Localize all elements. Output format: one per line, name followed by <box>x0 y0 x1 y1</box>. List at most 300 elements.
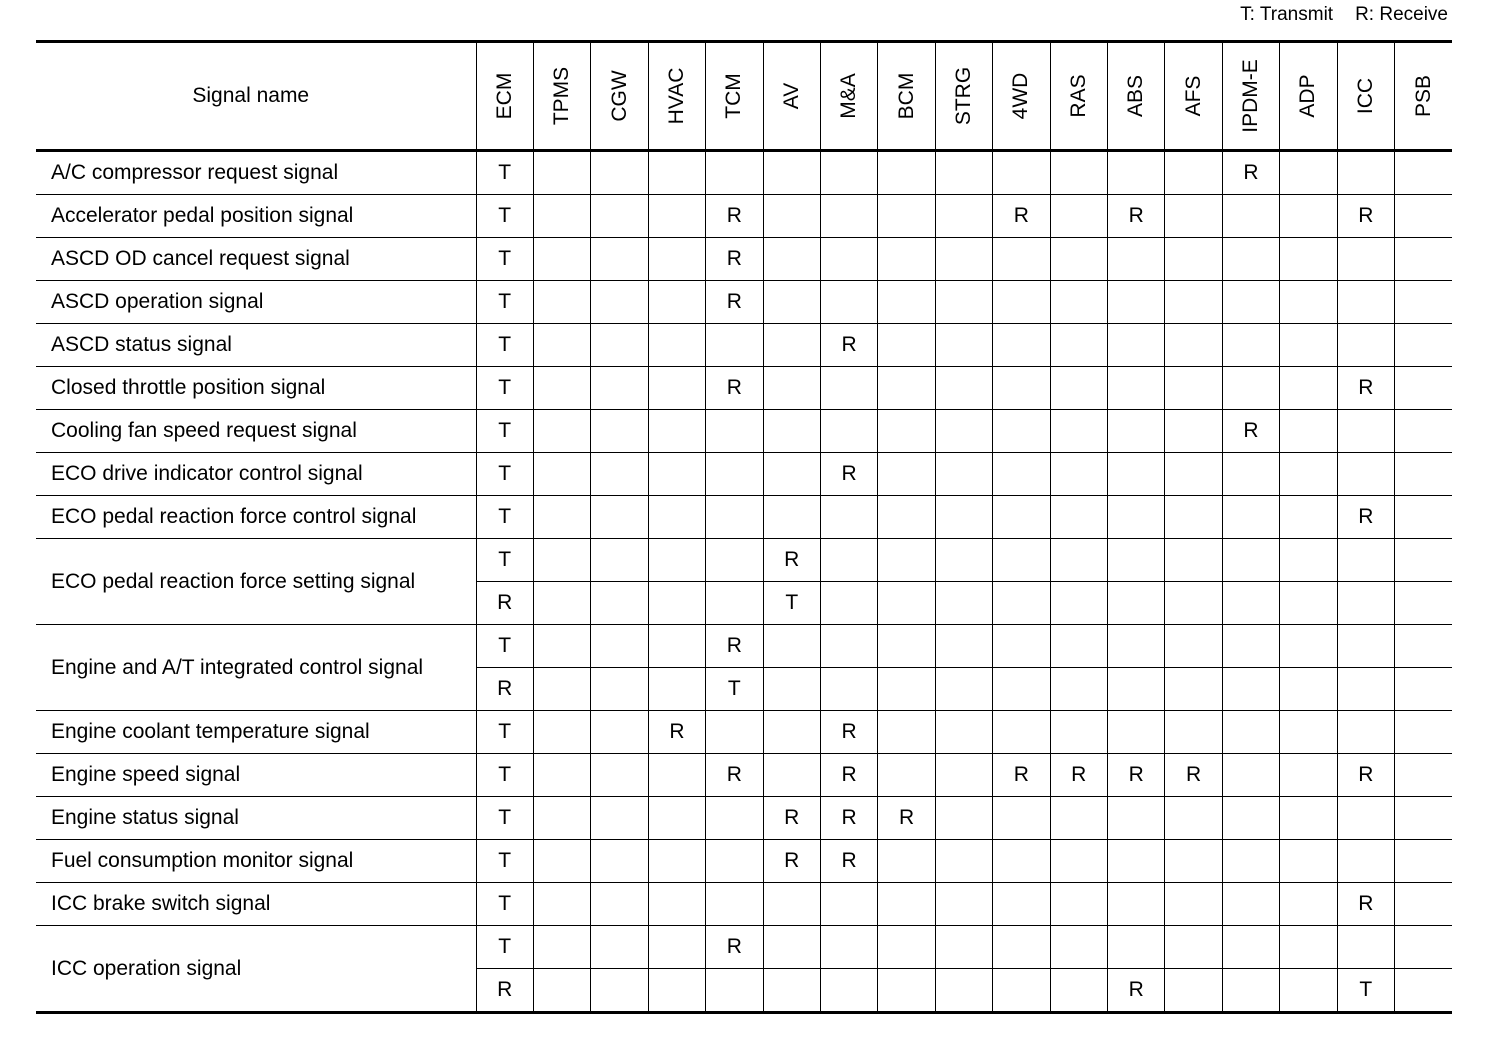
cell-tcm <box>706 453 763 496</box>
cell-4wd: R <box>993 754 1050 797</box>
cell-ras <box>1050 797 1107 840</box>
cell-ecm: T <box>476 324 533 367</box>
cell-tpms <box>533 453 590 496</box>
cell-bcm <box>878 969 935 1013</box>
cell-afs <box>1165 883 1222 926</box>
cell-psb <box>1395 840 1453 883</box>
ecu-header-label: 4WD <box>1009 72 1033 120</box>
ecu-header-manda <box>820 42 877 151</box>
cell-hvac <box>648 668 705 711</box>
header-row <box>36 42 1452 151</box>
ecu-header-label: HVAC <box>664 67 688 125</box>
cell-strg <box>935 410 992 453</box>
cell-manda <box>820 539 877 582</box>
cell-afs <box>1165 195 1222 238</box>
cell-manda <box>820 281 877 324</box>
cell-psb <box>1395 238 1453 281</box>
cell-adp <box>1280 883 1337 926</box>
cell-bcm <box>878 410 935 453</box>
cell-afs <box>1165 367 1222 410</box>
cell-strg <box>935 496 992 539</box>
ecu-header-strg <box>935 42 992 151</box>
cell-av <box>763 969 820 1013</box>
cell-manda <box>820 582 877 625</box>
cell-strg <box>935 238 992 281</box>
legend-transmit: T: Transmit <box>1240 4 1334 25</box>
cell-adp <box>1280 711 1337 754</box>
cell-ipdm-e <box>1222 238 1279 281</box>
cell-4wd <box>993 410 1050 453</box>
cell-abs <box>1107 926 1164 969</box>
cell-ecm: R <box>476 582 533 625</box>
cell-ipdm-e <box>1222 797 1279 840</box>
cell-adp <box>1280 840 1337 883</box>
cell-ras <box>1050 926 1107 969</box>
cell-icc: R <box>1337 496 1394 539</box>
cell-tcm: R <box>706 195 763 238</box>
ecu-header-label: IPDM-E <box>1238 59 1262 133</box>
cell-ipdm-e <box>1222 324 1279 367</box>
signal-row <box>36 324 1452 367</box>
cell-psb <box>1395 883 1453 926</box>
cell-cgw <box>591 238 648 281</box>
cell-strg <box>935 625 992 668</box>
ecu-header-label: BCM <box>894 72 918 120</box>
cell-ecm: T <box>476 151 533 195</box>
cell-bcm <box>878 281 935 324</box>
cell-cgw <box>591 281 648 324</box>
cell-afs <box>1165 926 1222 969</box>
cell-bcm <box>878 754 935 797</box>
cell-tpms <box>533 324 590 367</box>
cell-hvac <box>648 281 705 324</box>
cell-4wd <box>993 668 1050 711</box>
cell-ecm: T <box>476 625 533 668</box>
cell-ipdm-e <box>1222 668 1279 711</box>
cell-abs <box>1107 324 1164 367</box>
cell-tcm <box>706 711 763 754</box>
cell-hvac <box>648 539 705 582</box>
cell-tcm <box>706 410 763 453</box>
cell-cgw <box>591 797 648 840</box>
cell-tcm <box>706 324 763 367</box>
cell-tcm <box>706 969 763 1013</box>
cell-bcm <box>878 539 935 582</box>
cell-abs <box>1107 539 1164 582</box>
cell-icc: T <box>1337 969 1394 1013</box>
cell-manda <box>820 668 877 711</box>
cell-hvac <box>648 238 705 281</box>
cell-tcm: R <box>706 754 763 797</box>
ecu-header-afs <box>1165 42 1222 151</box>
cell-4wd <box>993 711 1050 754</box>
cell-adp <box>1280 754 1337 797</box>
signal-row <box>36 151 1452 195</box>
cell-tpms <box>533 711 590 754</box>
cell-cgw <box>591 840 648 883</box>
ecu-header-label: TCM <box>722 73 746 119</box>
cell-psb <box>1395 324 1453 367</box>
cell-tcm <box>706 840 763 883</box>
cell-ecm: R <box>476 969 533 1013</box>
cell-icc <box>1337 840 1394 883</box>
cell-tpms <box>533 926 590 969</box>
cell-tpms <box>533 883 590 926</box>
signal-name-cell: ECO pedal reaction force control signal <box>36 496 476 539</box>
cell-ecm: T <box>476 754 533 797</box>
cell-ipdm-e <box>1222 367 1279 410</box>
cell-strg <box>935 281 992 324</box>
cell-4wd <box>993 453 1050 496</box>
cell-strg <box>935 582 992 625</box>
cell-abs <box>1107 281 1164 324</box>
cell-hvac: R <box>648 711 705 754</box>
cell-ras <box>1050 668 1107 711</box>
cell-psb <box>1395 797 1453 840</box>
cell-icc <box>1337 324 1394 367</box>
cell-abs: R <box>1107 195 1164 238</box>
ecu-header-label: ECM <box>492 72 516 120</box>
cell-ras <box>1050 840 1107 883</box>
cell-tpms <box>533 797 590 840</box>
cell-icc <box>1337 151 1394 195</box>
cell-ipdm-e <box>1222 840 1279 883</box>
cell-ecm: T <box>476 238 533 281</box>
cell-abs <box>1107 238 1164 281</box>
cell-bcm <box>878 582 935 625</box>
cell-bcm <box>878 195 935 238</box>
cell-afs <box>1165 453 1222 496</box>
ecu-header-abs <box>1107 42 1164 151</box>
cell-ecm: T <box>476 195 533 238</box>
cell-ipdm-e <box>1222 281 1279 324</box>
signal-row <box>36 883 1452 926</box>
cell-icc: R <box>1337 367 1394 410</box>
signal-row <box>36 281 1452 324</box>
signal-row <box>36 926 1452 969</box>
cell-psb <box>1395 969 1453 1013</box>
cell-4wd <box>993 797 1050 840</box>
cell-adp <box>1280 151 1337 195</box>
cell-bcm <box>878 840 935 883</box>
signal-row <box>36 367 1452 410</box>
cell-ecm: T <box>476 496 533 539</box>
cell-ras <box>1050 410 1107 453</box>
cell-adp <box>1280 969 1337 1013</box>
cell-cgw <box>591 668 648 711</box>
ecu-header-label: ADP <box>1296 74 1320 118</box>
cell-abs <box>1107 151 1164 195</box>
cell-adp <box>1280 281 1337 324</box>
cell-tpms <box>533 496 590 539</box>
cell-tpms <box>533 754 590 797</box>
cell-hvac <box>648 926 705 969</box>
cell-icc: R <box>1337 754 1394 797</box>
cell-av <box>763 238 820 281</box>
cell-strg <box>935 151 992 195</box>
signal-name-cell: Fuel consumption monitor signal <box>36 840 476 883</box>
cell-cgw <box>591 969 648 1013</box>
signal-name-cell: Closed throttle position signal <box>36 367 476 410</box>
signal-name-cell: ECO drive indicator control signal <box>36 453 476 496</box>
cell-adp <box>1280 410 1337 453</box>
cell-ipdm-e <box>1222 969 1279 1013</box>
ecu-header-label: STRG <box>951 66 975 126</box>
cell-hvac <box>648 151 705 195</box>
cell-bcm <box>878 883 935 926</box>
signal-row <box>36 238 1452 281</box>
cell-ras <box>1050 582 1107 625</box>
cell-cgw <box>591 496 648 539</box>
cell-icc <box>1337 410 1394 453</box>
cell-abs: R <box>1107 754 1164 797</box>
cell-ipdm-e <box>1222 926 1279 969</box>
cell-afs: R <box>1165 754 1222 797</box>
cell-ras <box>1050 496 1107 539</box>
cell-av <box>763 453 820 496</box>
cell-afs <box>1165 324 1222 367</box>
cell-4wd <box>993 969 1050 1013</box>
cell-ras <box>1050 625 1107 668</box>
cell-av <box>763 754 820 797</box>
signal-name-cell: Engine speed signal <box>36 754 476 797</box>
ecu-header-4wd <box>993 42 1050 151</box>
cell-4wd <box>993 324 1050 367</box>
ecu-header-label: RAS <box>1066 74 1090 118</box>
cell-ras <box>1050 367 1107 410</box>
cell-ecm: T <box>476 281 533 324</box>
cell-afs <box>1165 410 1222 453</box>
cell-4wd <box>993 840 1050 883</box>
ecu-header-icc <box>1337 42 1394 151</box>
cell-manda: R <box>820 711 877 754</box>
cell-hvac <box>648 367 705 410</box>
cell-afs <box>1165 840 1222 883</box>
ecu-header-label: AFS <box>1181 75 1205 117</box>
cell-manda: R <box>820 324 877 367</box>
ecu-header-label: CGW <box>607 70 631 122</box>
cell-afs <box>1165 668 1222 711</box>
cell-av <box>763 195 820 238</box>
cell-tpms <box>533 840 590 883</box>
ecu-header-bcm <box>878 42 935 151</box>
cell-bcm <box>878 926 935 969</box>
cell-abs <box>1107 711 1164 754</box>
cell-ras <box>1050 969 1107 1013</box>
cell-abs <box>1107 582 1164 625</box>
cell-icc <box>1337 281 1394 324</box>
cell-4wd <box>993 625 1050 668</box>
cell-icc <box>1337 238 1394 281</box>
cell-icc <box>1337 625 1394 668</box>
ecu-header-ipdm-e <box>1222 42 1279 151</box>
cell-av <box>763 151 820 195</box>
cell-afs <box>1165 151 1222 195</box>
cell-ecm: T <box>476 926 533 969</box>
cell-tcm: R <box>706 625 763 668</box>
cell-icc <box>1337 539 1394 582</box>
ecu-header-label: TPMS <box>550 66 574 126</box>
cell-abs <box>1107 453 1164 496</box>
cell-cgw <box>591 453 648 496</box>
cell-icc <box>1337 711 1394 754</box>
cell-bcm <box>878 711 935 754</box>
cell-strg <box>935 711 992 754</box>
cell-cgw <box>591 410 648 453</box>
cell-psb <box>1395 410 1453 453</box>
cell-strg <box>935 539 992 582</box>
signal-name-cell: ECO pedal reaction force setting signal <box>36 539 476 625</box>
cell-manda <box>820 496 877 539</box>
cell-tpms <box>533 195 590 238</box>
cell-psb <box>1395 754 1453 797</box>
cell-abs <box>1107 367 1164 410</box>
signal-row <box>36 496 1452 539</box>
cell-manda: R <box>820 797 877 840</box>
cell-av <box>763 711 820 754</box>
signal-name-cell: Engine coolant temperature signal <box>36 711 476 754</box>
signal-name-cell: Engine and A/T integrated control signal <box>36 625 476 711</box>
cell-hvac <box>648 969 705 1013</box>
cell-av <box>763 668 820 711</box>
signal-name-cell: Engine status signal <box>36 797 476 840</box>
cell-ecm: T <box>476 539 533 582</box>
cell-av <box>763 367 820 410</box>
cell-adp <box>1280 324 1337 367</box>
cell-tcm <box>706 151 763 195</box>
cell-strg <box>935 883 992 926</box>
cell-ipdm-e: R <box>1222 410 1279 453</box>
cell-ecm: R <box>476 668 533 711</box>
ecu-header-label: AV <box>779 82 803 110</box>
cell-ecm: T <box>476 711 533 754</box>
cell-cgw <box>591 625 648 668</box>
cell-4wd <box>993 496 1050 539</box>
cell-bcm <box>878 453 935 496</box>
cell-cgw <box>591 926 648 969</box>
cell-abs <box>1107 410 1164 453</box>
cell-bcm <box>878 238 935 281</box>
cell-ecm: T <box>476 453 533 496</box>
cell-psb <box>1395 367 1453 410</box>
cell-cgw <box>591 539 648 582</box>
cell-ipdm-e <box>1222 195 1279 238</box>
ecu-header-label: ABS <box>1124 74 1148 118</box>
cell-strg <box>935 797 992 840</box>
cell-manda <box>820 151 877 195</box>
cell-ecm: T <box>476 797 533 840</box>
cell-ecm: T <box>476 367 533 410</box>
cell-bcm: R <box>878 797 935 840</box>
cell-cgw <box>591 151 648 195</box>
cell-icc: R <box>1337 195 1394 238</box>
cell-tpms <box>533 281 590 324</box>
cell-av <box>763 883 820 926</box>
cell-adp <box>1280 238 1337 281</box>
cell-cgw <box>591 883 648 926</box>
cell-tpms <box>533 969 590 1013</box>
cell-hvac <box>648 453 705 496</box>
cell-abs <box>1107 496 1164 539</box>
cell-ras <box>1050 453 1107 496</box>
signal-row <box>36 453 1452 496</box>
cell-abs <box>1107 625 1164 668</box>
ecu-header-adp <box>1280 42 1337 151</box>
signal-name-header: Signal name <box>36 42 476 151</box>
cell-icc <box>1337 582 1394 625</box>
cell-abs <box>1107 883 1164 926</box>
cell-icc <box>1337 797 1394 840</box>
cell-psb <box>1395 625 1453 668</box>
cell-bcm <box>878 367 935 410</box>
cell-tpms <box>533 668 590 711</box>
cell-manda: R <box>820 754 877 797</box>
cell-strg <box>935 453 992 496</box>
cell-tpms <box>533 582 590 625</box>
cell-afs <box>1165 711 1222 754</box>
cell-adp <box>1280 539 1337 582</box>
cell-icc <box>1337 926 1394 969</box>
cell-hvac <box>648 410 705 453</box>
cell-manda <box>820 883 877 926</box>
cell-cgw <box>591 195 648 238</box>
cell-manda <box>820 195 877 238</box>
cell-ras <box>1050 324 1107 367</box>
signal-row <box>36 711 1452 754</box>
cell-ras <box>1050 883 1107 926</box>
cell-ipdm-e: R <box>1222 151 1279 195</box>
cell-strg <box>935 668 992 711</box>
signal-row <box>36 539 1452 582</box>
cell-tpms <box>533 151 590 195</box>
cell-psb <box>1395 151 1453 195</box>
cell-tcm: R <box>706 367 763 410</box>
cell-hvac <box>648 582 705 625</box>
cell-tpms <box>533 539 590 582</box>
cell-adp <box>1280 668 1337 711</box>
ecu-header-ras <box>1050 42 1107 151</box>
cell-hvac <box>648 840 705 883</box>
cell-tpms <box>533 410 590 453</box>
cell-adp <box>1280 625 1337 668</box>
cell-ras <box>1050 238 1107 281</box>
cell-adp <box>1280 496 1337 539</box>
cell-4wd <box>993 367 1050 410</box>
cell-abs <box>1107 840 1164 883</box>
cell-hvac <box>648 324 705 367</box>
cell-ras <box>1050 711 1107 754</box>
cell-tpms <box>533 238 590 281</box>
cell-strg <box>935 969 992 1013</box>
cell-abs <box>1107 668 1164 711</box>
ecu-header-hvac <box>648 42 705 151</box>
cell-tcm <box>706 496 763 539</box>
cell-ipdm-e <box>1222 625 1279 668</box>
cell-4wd: R <box>993 195 1050 238</box>
cell-adp <box>1280 926 1337 969</box>
cell-abs <box>1107 797 1164 840</box>
cell-strg <box>935 324 992 367</box>
cell-adp <box>1280 582 1337 625</box>
cell-icc: R <box>1337 883 1394 926</box>
cell-tpms <box>533 625 590 668</box>
cell-cgw <box>591 324 648 367</box>
cell-av <box>763 496 820 539</box>
cell-psb <box>1395 668 1453 711</box>
cell-psb <box>1395 453 1453 496</box>
cell-bcm <box>878 151 935 195</box>
cell-tcm: T <box>706 668 763 711</box>
